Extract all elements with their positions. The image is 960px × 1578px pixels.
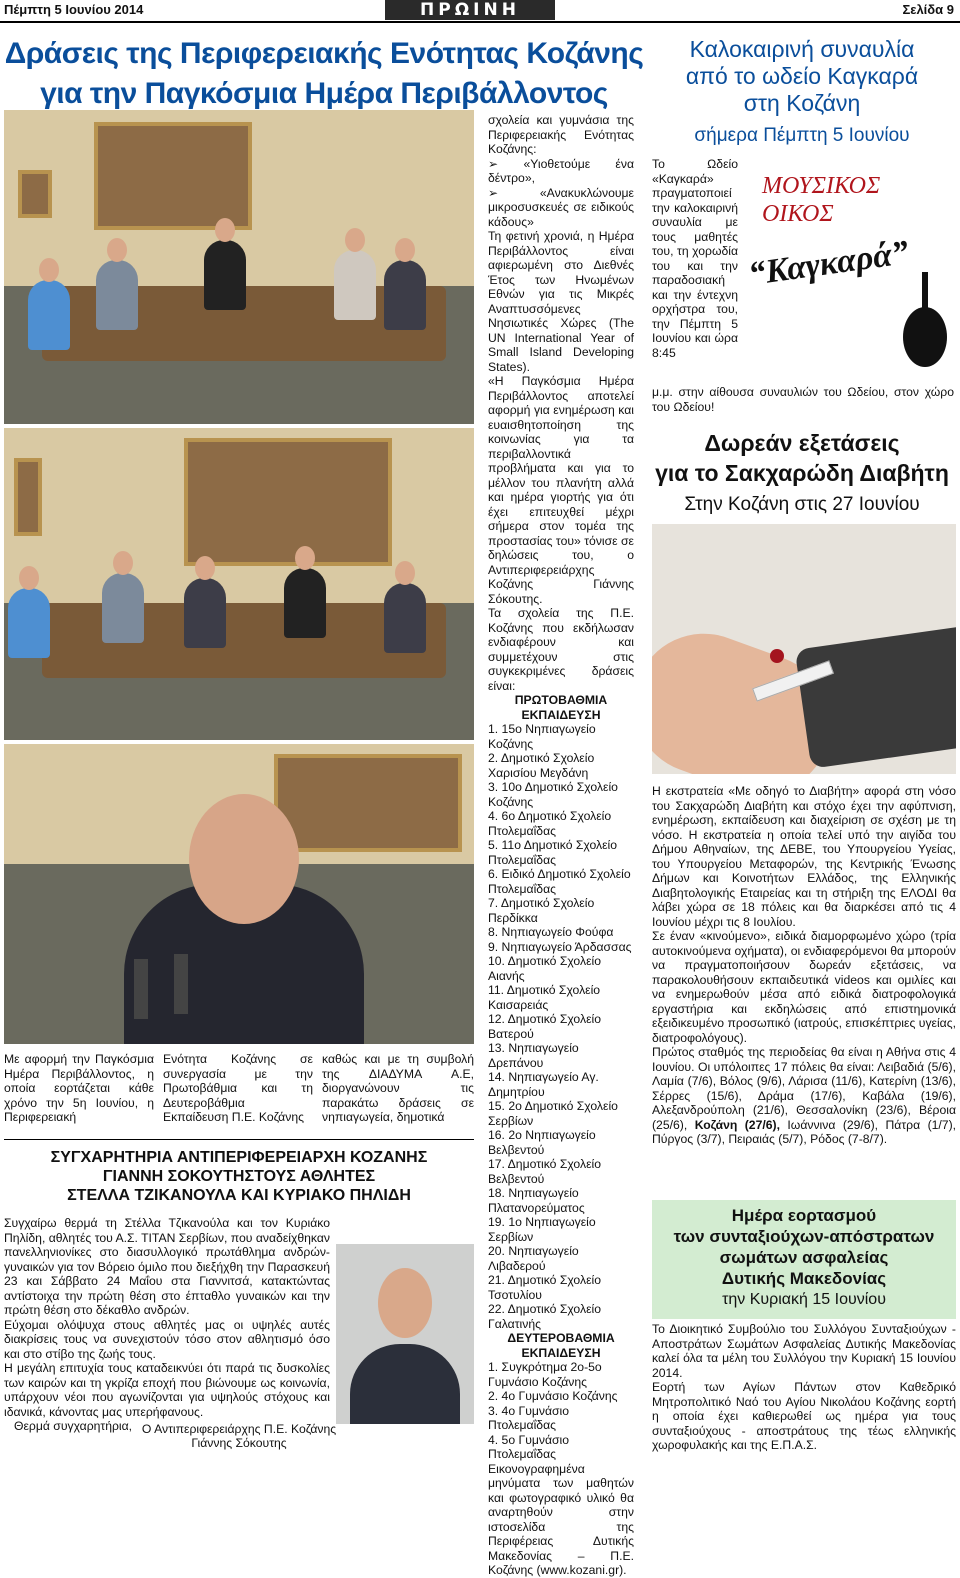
primary-school-item: 9. Νηπιαγωγείο Άρδασσας <box>488 939 632 954</box>
primary-school-item: 15. 2ο Δημοτικό Σχολείο Σερβίων <box>488 1099 618 1128</box>
issue-date: Πέμπτη 5 Ιουνίου 2014 <box>4 2 144 17</box>
diabetes-title-line-2: για το Σακχαρώδη Διαβήτη <box>655 460 949 486</box>
concert-headline <box>652 36 952 117</box>
signature-name: Γιάννης Σόκουτης <box>191 1436 287 1450</box>
logo-line-2: ΟΙΚΟΣ <box>762 201 834 227</box>
intro-text-2: Ενότητα Κοζάνης σε συνεργασία με την Πρωτοβάθμια και τη Δευτεροβάθμια Εκπαίδευση Π.Ε. Κοζάνης <box>163 1052 313 1124</box>
congrats-para-1: Συγχαίρω θερμά τη Στέλλα Τζικανούλα και τον Κυριάκο Πηλίδη, αθλητές του Α.Σ. ΤΙΤΑΝ Σερβίων, που αναδείχθηκαν πανελληνιονίκες στο διασυλλογικό πρωτάθλημα ανδρών-γυναικών για τον Βόρειο όμιλο που διεξήχθη την Παρασκευή 23 και Σάββατο 24 Μαΐου στα Γιαννιτσά, κατακτώντας αντίστοιχα την πρώτη θέση στο έπταθλο γυναικών και την πρώτη θέση στο δέκαθλο ανδρών. <box>4 1216 330 1317</box>
congrats-title-line-3: ΣΤΕΛΛΑ ΤΖΙΚΑΝΟΥΛΑ ΚΑΙ ΚΥΡΙΑΚΟ ΠΗΛΙΔΗ <box>67 1187 411 1204</box>
primary-school-item: 7. Δημοτικό Σχολείο Περδίκκα <box>488 896 595 925</box>
primary-school-item: 1. 15ο Νηπιαγωγείο Κοζάνης <box>488 722 596 751</box>
feast-para-1: Το Διοικητικό Συμβούλιο του Συλλόγου Συνταξιούχων - Αποστράτων Σωμάτων Ασφαλείας Δυτικής Μακεδονίας καλεί όλα τα μέλη του Συλλόγου την Κυριακή 15 Ιουνίου 2014. <box>652 1322 956 1380</box>
signatory-portrait <box>336 1244 474 1424</box>
article-bullet-1: ➢ «Υιοθετούμε ένα δέντρο», <box>488 156 634 185</box>
feast-title-line-3: σωμάτων ασφαλείας <box>719 1248 889 1267</box>
primary-school-item: 20. Νηπιαγωγείο Λιβαδερού <box>488 1244 579 1273</box>
primary-school-item: 4. 6ο Δημοτικό Σχολείο Πτολεμαΐδας <box>488 809 612 838</box>
congrats-divider <box>4 1139 474 1140</box>
page-number: Σελίδα 9 <box>902 2 954 17</box>
concert-body-end <box>652 385 954 414</box>
congrats-para-4: Θερμά συγχαρητήρια, <box>14 1419 133 1433</box>
diabetes-para-1: Η εκστρατεία «Με οδηγό το Διαβήτη» αφορά στη νόσο του Σακχαρώδη Διαβήτη και στόχο έχει την αφύπνιση, ενημέρωση, εκπαίδευση και διαχείριση σε σχέση με τη νόσο. Η εκστρατεία η οποία τελεί υπό την αιγίδα του Δήμου Αθηναίων, της ΔΕΒΕ, του Υπουργείου Υγείας, του Υπουργείου Μεταφορών, της Κεντρικής Ένωσης Δήμων και Κοινοτήτων Ελλάδος, της Ελληνικής Διαβητολογικής Εταιρείας και τη στήριξη της ΕΛΟΔΙ θα λάβει χώρα σε 18 πόλεις και θα διαρκέσει από τις 4 Ιουνίου μέχρι τις 8 Ιουλίου. <box>652 784 956 929</box>
congrats-signature <box>4 1422 474 1450</box>
secondary-school-item: 2. 4ο Γυμνάσιο Κοζάνης <box>488 1389 618 1403</box>
feast-subtitle: την Κυριακή 15 Ιουνίου <box>722 1291 886 1308</box>
kozani-date: Κοζάνη (27/6), <box>694 1117 780 1132</box>
primary-school-item: 5. 11ο Δημοτικό Σχολείο Πτολεμαΐδας <box>488 838 618 867</box>
intro-column-2 <box>163 1052 313 1125</box>
article-para-1: σχολεία και γυμνάσια της Περιφερειακής Ενότητας Κοζάνης: <box>488 113 634 156</box>
feast-title-line-4: Δυτικής Μακεδονίας <box>721 1269 887 1288</box>
meeting-photo-2 <box>4 428 474 740</box>
primary-school-item: 19. 1ο Νηπιαγωγείο Σερβίων <box>488 1215 596 1244</box>
secondary-school-item: 4. 5ο Γυμνάσιο Πτολεμαΐδας <box>488 1432 570 1461</box>
primary-school-item: 16. 2ο Νηπιαγωγείο Βελβεντού <box>488 1128 596 1157</box>
article-bullet-2: ➢ «Ανακυκλώνουμε μικροσυσκευές σε ειδικούς κάδους» <box>488 185 634 229</box>
primary-school-item: 17. Δημοτικό Σχολείο Βελβεντού <box>488 1157 601 1186</box>
diabetes-body <box>652 784 956 1147</box>
diabetes-para-3 <box>652 1045 956 1147</box>
diabetes-subtitle: Στην Κοζάνη στις 27 Ιουνίου <box>684 494 920 515</box>
congrats-title-line-1: ΣΥΓΧΑΡΗΤΗΡΙΑ ΑΝΤΙΠΕΡΙΦΕΡΕΙΑΡΧΗ ΚΟΖΑΝΗΣ <box>50 1149 428 1166</box>
meeting-photo-1 <box>4 110 474 424</box>
intro-column-1 <box>4 1052 154 1125</box>
intro-text-1: Με αφορμή την Παγκόσμια Ημέρα Περιβάλλοντος, η οποία εορτάζεται κάθε χρόνο την 5η Ιουνίου, η Περιφερειακή <box>4 1052 154 1124</box>
vice-governor-photo <box>4 744 474 1044</box>
concert-title-line-1: Καλοκαιρινή συναυλία <box>689 36 915 62</box>
diabetes-headline <box>652 428 952 488</box>
primary-school-item: 12. Δημοτικό Σχολείο Βατερού <box>488 1012 601 1041</box>
concert-title-line-3: στη Κοζάνη <box>743 90 861 116</box>
congrats-para-2: Εύχομαι ολόψυχα στους αθλητές μας οι υψηλές αυτές διακρίσεις τους να συνεχιστούν τόσο στον αθλητισμό όσο και στο στίβο της ζωής τους. <box>4 1317 330 1361</box>
secondary-school-item: 3. 4ο Γυμνάσιο Πτολεμαΐδας <box>488 1403 570 1432</box>
primary-school-item: 22. Δημοτικό Σχολείο Γαλατινής <box>488 1302 601 1331</box>
feast-title-line-2: των συνταξιούχων-απόστρατων <box>673 1227 935 1246</box>
music-house-logo <box>748 172 953 374</box>
primary-school-item: 3. 10ο Δημοτικό Σχολείο Κοζάνης <box>488 780 618 809</box>
congrats-para-3: Η μεγάλη επιτυχία τους καταδεικνύει ότι παρά τις δυσκολίες των καιρών και τη γκρίζα εποχή που βιώνουμε ως κοινωνία, υπάρχουν νέοι που αγωνίζονται για υψηλούς στόχους και ιδανικά, κάνοντας μας υπερήφανους. <box>4 1361 330 1419</box>
violin-icon <box>898 272 952 372</box>
congrats-text <box>4 1216 330 1434</box>
feast-para-2: Εορτή των Αγίων Πάντων στον Καθεδρικό Μητροπολιτικό Ναό του Αγίου Νικολάου Κοζάνης εορτή η οποία έχει καθιερωθεί ως ημέρα για τους συνταξιούχους - αποστράτους της τέως ελληνικής χωροφυλακής και της Ε.Π.Α.Σ. <box>652 1380 956 1452</box>
secondary-schools-list <box>488 1360 634 1462</box>
concert-subtitle: σήμερα Πέμπτη 5 Ιουνίου <box>694 125 910 146</box>
concert-body <box>652 157 738 360</box>
intro-column-3 <box>322 1052 474 1125</box>
primary-school-item: 8. Νηπιαγωγείο Φούφα <box>488 925 614 939</box>
primary-school-item: 11. Δημοτικό Σχολείο Καισαρειάς <box>488 983 601 1012</box>
main-article-title <box>4 34 644 114</box>
logo-line-1: ΜΟΥΣΙΚΟΣ <box>762 173 881 199</box>
diabetes-para-3-text: Πρώτος σταθμός της περιοδείας θα είναι η Αθήνα στις 4 Ιουνίου. Οι υπόλοιπες 17 πόλεις θα είναι: Λειβαδιά (5/6), Λαμία (7/6), Βόλος (9/6), Λάρισα (11/6), Κατερίνη (13/6), Σέρρες (15/6), Δράμα (17/6), Καβάλα (19/6), Αλεξανδρούπολη (21/6), Θεσσαλονίκη (23/6), Βέροια (25/6), <box>652 1045 956 1132</box>
newspaper-masthead-logo: ΠΡΩΙΝΗ <box>385 0 555 20</box>
primary-school-item: 10. Δημοτικό Σχολείο Αιανής <box>488 954 601 983</box>
article-para-4: Τα σχολεία της Π.Ε. Κοζάνης που εκδήλωσαν ενδιαφέρουν και συμμετέχουν στις συγκεκριμένες δράσεις είναι: <box>488 606 634 693</box>
feast-headline-box <box>652 1200 956 1319</box>
logo-name: “Καγκαρά” <box>746 234 912 294</box>
primary-school-item: 13. Νηπιαγωγείο Δρεπάνου <box>488 1041 579 1070</box>
secondary-school-item: 1. Συγκρότημα 2ο-5ο Γυμνάσιο Κοζάνης <box>488 1360 602 1389</box>
article-closing: Εικονογραφημένα μηνύματα των μαθητών και φωτογραφικό υλικό θα αναρτηθούν στην ιστοσελίδα της Περιφέρειας Δυτικής Μακεδονίας – Π.Ε. Κοζάνης (www.kozani.gr). <box>488 1461 634 1577</box>
glucose-meter-photo <box>652 524 956 774</box>
diabetes-para-4-text: Ιωάννινα (29/6), Πάτρα (1/7), Πύργος (3/7), Πειραιάς (5/7), Ρόδος (7-8/7). <box>652 1117 957 1146</box>
intro-text-3: καθώς και με τη συμβολή της ΔΙΑΔΥΜΑ Α.Ε, διοργανώνουν τις παρακάτω δράσεις σε νηπιαγωγεία, δημοτικά <box>322 1052 474 1124</box>
primary-school-item: 21. Δημοτικό Σχολείο Τσοτυλίου <box>488 1273 601 1302</box>
primary-school-item: 2. Δημοτικό Σχολείο Χαρισίου Μεγδάνη <box>488 751 595 780</box>
main-title-line-1: Δράσεις της Περιφερειακής Ενότητας Κοζάνης <box>4 37 644 70</box>
header-rule <box>0 21 960 23</box>
concert-text: Το Ωδείο «Καγκαρά» πραγματοποιεί την καλοκαιρινή συναυλία με τους μαθητές του, τη χορωδία του και την παραδοσιακή και την έντεχνη ορχήστρα του, την Πέμπτη 5 Ιουνίου και ώρα 8:45 <box>652 157 738 360</box>
diabetes-para-2: Σε έναν «κινούμενο», ειδικά διαμορφωμένο χώρο (τρία αυτοκινούμενα οχήματα), οι ενδιαφερόμενοι θα μπορούν να πραγματοποιήσουν δωρεάν εξετάσεις, να παρακολουθήσουν εκπαιδευτικά videos και ομιλίες και να ενημερωθούν μέσα από ειδικά διατροφολογικά εργαστήρια και εκδηλώσεις από επιστημονικά εξειδικευμένο προσωπικό (ιατρούς, επισκέπτριες υγείας, διατροφολόγους). <box>652 929 956 1045</box>
concert-title-line-2: από το ωδείο Καγκαρά <box>685 63 919 89</box>
concert-text-end: μ.μ. στην αίθουσα συναυλιών του Ωδείου, στον χώρο του Ωδείου! <box>652 385 954 414</box>
diabetes-title-line-1: Δωρεάν εξετάσεις <box>704 430 900 456</box>
primary-schools-list <box>488 722 634 1331</box>
feast-title-line-1: Ημέρα εορτασμού <box>731 1206 877 1225</box>
congrats-title-line-2: ΓΙΑΝΝΗ ΣΟΚΟΥΤΗΣΤΟΥΣ ΑΘΛΗΤΕΣ <box>102 1168 376 1185</box>
primary-school-item: 14. Νηπιαγωγείο Αγ. Δημητρίου <box>488 1070 599 1099</box>
article-para-3: «Η Παγκόσμια Ημέρα Περιβάλλοντος αποτελεί αφορμή για ενημέρωση και ευαισθητοποίηση της κοινωνίας για τα περιβαλλοντικά προβλήματα και για το μέλλον του πλανήτη αλλά και ημέρα γιορτής για ότι έχει επιτευχθεί μέχρι σήμερα στον τομέα της προστασίας του» τόνισε σε δηλώσεις του, ο Αντιπεριφερειάρχης Κοζάνης Γιάννης Σόκουτης. <box>488 374 634 606</box>
primary-school-item: 18. Νηπιαγωγείο Πλατανορεύματος <box>488 1186 585 1215</box>
main-article-column <box>488 113 634 1578</box>
signature-title: Ο Αντιπεριφερειάρχης Π.Ε. Κοζάνης <box>141 1422 337 1436</box>
congrats-headline <box>4 1148 474 1205</box>
primary-education-heading: ΠΡΩΤΟΒΑΘΜΙΑ ΕΚΠΑΙΔΕΥΣΗ <box>514 693 608 722</box>
primary-school-item: 6. Ειδικό Δημοτικό Σχολείο Πτολεμαΐδας <box>488 867 631 896</box>
article-para-2: Τη φετινή χρονιά, η Ημέρα Περιβάλλοντος είναι αφιερωμένη στο Διεθνές Έτος των Ηνωμένων Εθνών για τις Μικρές Αναπτυσσόμενες Νησιωτικές Χώρες (The UN International Year of Small Island Developing States). <box>488 229 634 374</box>
feast-body <box>652 1322 956 1453</box>
secondary-education-heading: ΔΕΥΤΕΡΟΒΑΘΜΙΑ ΕΚΠΑΙΔΕΥΣΗ <box>507 1331 615 1360</box>
main-title-line-2: για την Παγκόσμια Ημέρα Περιβάλλοντος <box>40 77 608 110</box>
